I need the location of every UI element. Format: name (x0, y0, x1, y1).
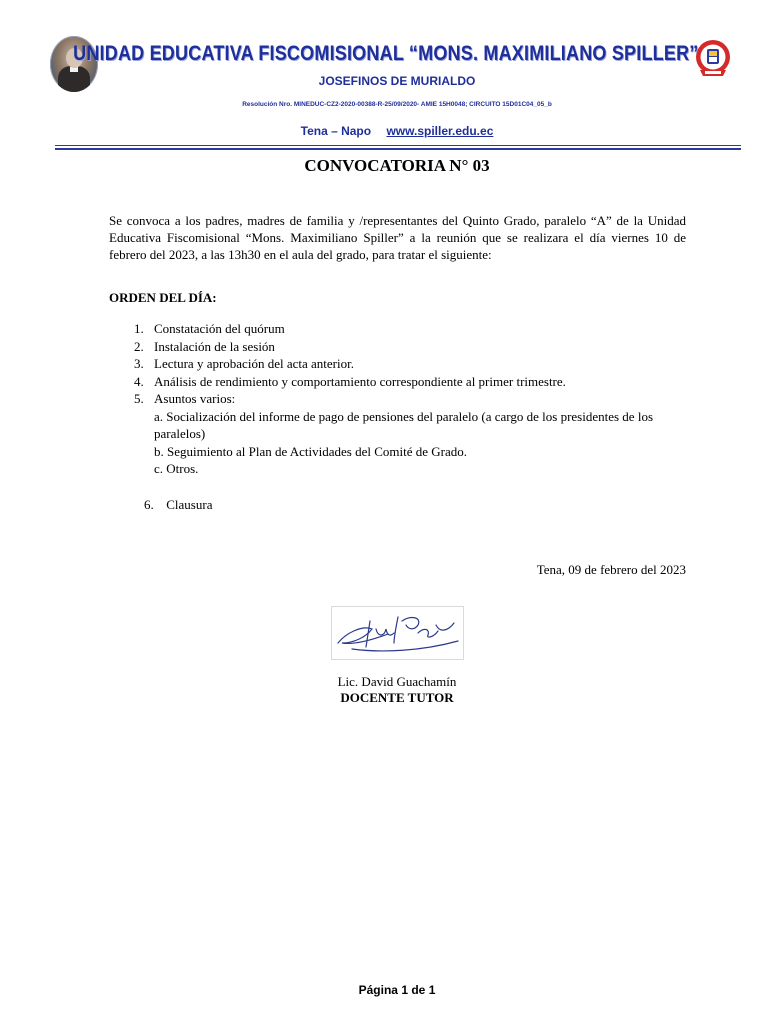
page-label: Página (358, 983, 398, 997)
school-name-prefix: UNIDAD EDUCATIVA FISCOMISIONAL (73, 42, 404, 65)
agenda-item-text: Lectura y aprobación del acta anterior. (154, 356, 354, 371)
agenda-item-number: 6. (144, 497, 154, 512)
agenda-item-number: 5. (134, 391, 144, 406)
agenda-item-text: Análisis de rendimiento y comportamiento correspondiente al primer trimestre. (154, 373, 566, 389)
page-total: 1 (428, 983, 436, 997)
signer-block (0, 674, 768, 706)
agenda-list (134, 320, 686, 478)
agenda-item-number: 2. (134, 338, 144, 354)
school-name-quoted: “MONS. MAXIMILIANO SPILLER” (408, 42, 699, 65)
agenda-item (134, 355, 686, 373)
agenda-heading: ORDEN DEL DÍA: (109, 290, 217, 305)
location-text: Tena – Napo (300, 124, 372, 138)
agenda-item-number: 4. (134, 373, 144, 389)
handwritten-signature (331, 606, 464, 660)
agenda-item-closing (144, 497, 212, 513)
agenda-item (134, 373, 686, 391)
agenda-subitem: c. Otros. (154, 461, 199, 476)
page-number: 1 (401, 983, 408, 997)
header-divider-thin (55, 145, 741, 146)
page-footer (0, 983, 768, 997)
intro-paragraph: Se convoca a los padres, madres de familia y /representantes del Quinto Grado, paralelo “A” de la Unidad Educativa Fiscomisional “Mons. Maximiliano Spiller” a la reunión que se realizara el día viernes 10 de febrero del 2023, a las 13h30 en el aula del grado, para tratar el siguiente: (109, 213, 686, 262)
agenda-item (134, 390, 686, 478)
agenda-subitem: a. Socialización del informe de pago de pensiones del paralelo (a cargo de los presidentes de los paralelos) (154, 408, 654, 441)
agenda-item-number: 3. (134, 356, 144, 371)
agenda-item-number: 1. (134, 321, 144, 336)
agenda-subitem-list (154, 408, 686, 478)
page-of-label: de (411, 983, 426, 997)
agenda-item-text: Clausura (166, 497, 213, 512)
website-link[interactable]: www.spiller.edu.ec (386, 124, 494, 138)
location-line (0, 124, 768, 138)
agenda-item-text: Asuntos varios: (154, 391, 236, 406)
agenda-item (134, 320, 686, 338)
signer-name: Lic. David Guachamín (337, 674, 457, 689)
signer-role: DOCENTE TUTOR (340, 690, 454, 705)
agenda-item-text: Constatación del quórum (154, 321, 285, 336)
header-divider-thick (55, 148, 741, 150)
congregation-name: JOSEFINOS DE MURIALDO (318, 74, 476, 88)
agenda-subitem: b. Seguimiento al Plan de Actividades del Comité de Grado. (154, 443, 468, 459)
agenda-item-text: Instalación de la sesión (154, 338, 275, 354)
document-title: CONVOCATORIA N° 03 (304, 156, 490, 175)
agenda-item (134, 338, 686, 356)
school-name (56, 42, 716, 66)
resolution-line: Resolución Nro. MINEDUC-CZ2-2020-00388-R-25/09/2020- AMIE 15H0048; CIRCUITO 15D01C04_05_b (242, 101, 552, 108)
document-date: Tena, 09 de febrero del 2023 (536, 562, 686, 577)
